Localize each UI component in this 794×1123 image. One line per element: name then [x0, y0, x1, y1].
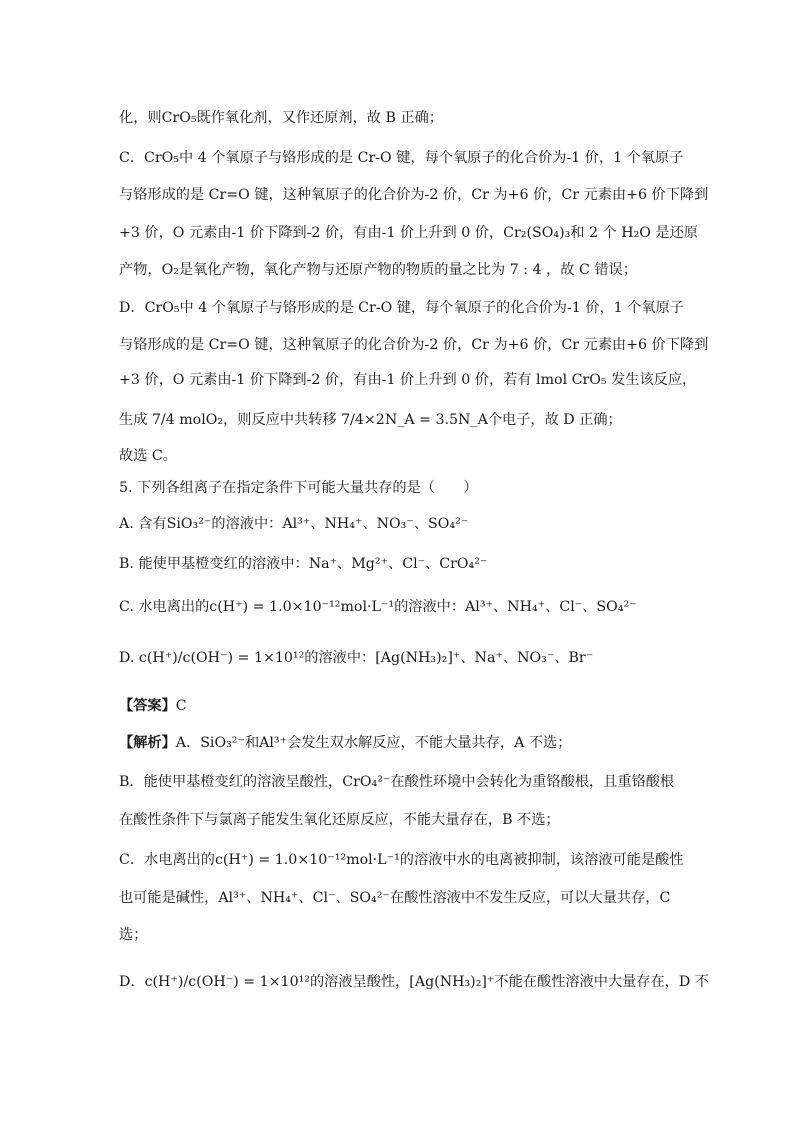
option-b: B. 能使甲基橙变红的溶液中：Na⁺、Mg²⁺、Cl⁻、CrO₄²⁻ — [119, 556, 488, 572]
explanation-a: A．SiO₃²⁻和Al³⁺会发生双水解反应，不能大量共存，A 不选； — [175, 735, 572, 751]
option-c: C. 水电离出的c(H⁺) = 1.0×10⁻¹²mol·L⁻¹的溶液中：Al³⁺、NH₄⁺、Cl⁻、SO₄²⁻ — [119, 599, 637, 615]
line-3: 与铬形成的是 Cr=O 键，这种氧原子的化合价为-2 价，Cr 为+6 价，Cr 元素由+6 价下降到 — [119, 187, 709, 203]
question-5-stem: 5. 下列各组离子在指定条件下可能大量共存的是（ ） — [119, 480, 478, 496]
line-9: 生成 7/4 molO₂，则反应中共转移 7/4×2N_A = 3.5N_A个电子，故 D 正确； — [119, 412, 622, 428]
explanation-c-1: C．水电离出的c(H⁺) = 1.0×10⁻¹²mol·L⁻¹的溶液中水的电离被抑制，该溶液可能是酸性 — [119, 852, 684, 868]
line-2: C．CrO₅中 4 个氧原子与铬形成的是 Cr-O 键，每个氧原子的化合价为-1 价，1 个氧原子 — [119, 150, 684, 166]
line-1: 化，则CrO₅既作氧化剂，又作还原剂，故 B 正确； — [119, 110, 443, 126]
answer-line — [119, 696, 676, 716]
explanation-c-3: 选； — [119, 927, 148, 943]
explanation-b-1: B．能使甲基橙变红的溶液呈酸性，CrO₄²⁻在酸性环境中会转化为重铬酸根，且重铬酸根 — [119, 774, 675, 790]
line-7: 与铬形成的是 Cr=O 键，这种氧原子的化合价为-2 价，Cr 为+6 价，Cr 元素由+6 价下降到 — [119, 337, 709, 353]
line-4: +3 价，O 元素由-1 价下降到-2 价，有由-1 价上升到 0 价，Cr₂(SO₄)₃和 2 个 H₂O 是还原 — [119, 225, 698, 241]
line-8: +3 价，O 元素由-1 价下降到-2 价，有由-1 价上升到 0 价，若有 lmol CrO₅ 发生该反应， — [119, 372, 697, 388]
answer-value: C — [175, 698, 187, 714]
line-10: 故选 C。 — [119, 448, 177, 464]
explanation-c-2: 也可能是碱性，Al³⁺、NH₄⁺、Cl⁻、SO₄²⁻在酸性溶液中不发生反应，可以大量共存，C — [119, 890, 671, 906]
explanation-a-line — [119, 733, 676, 753]
explanation-d: D．c(H⁺)/c(OH⁻) = 1×10¹²的溶液呈酸性，[Ag(NH₃)₂]⁺不能在酸性溶液中大量存在，D 不 — [119, 974, 709, 990]
line-5: 产物，O₂是氧化产物，氧化产物与还原产物的物质的量之比为 7 : 4 ，故 C 错误； — [119, 262, 637, 278]
line-6: D．CrO₅中 4 个氧原子与铬形成的是 Cr-O 键，每个氧原子的化合价为-1 价，1 个氧原子 — [119, 300, 684, 316]
explanation-b-2: 在酸性条件下与氯离子能发生氧化还原反应，不能大量存在，B 不选； — [119, 812, 560, 828]
option-a: A. 含有SiO₃²⁻的溶液中：Al³⁺、NH₄⁺、NO₃⁻、SO₄²⁻ — [119, 516, 469, 532]
answer-label: 【答案】 — [119, 698, 176, 714]
option-d: D. c(H⁺)/c(OH⁻) = 1×10¹²的溶液中：[Ag(NH₃)₂]⁺、Na⁺、NO₃⁻、Br⁻ — [119, 650, 594, 666]
explanation-label: 【解析】 — [119, 735, 176, 751]
